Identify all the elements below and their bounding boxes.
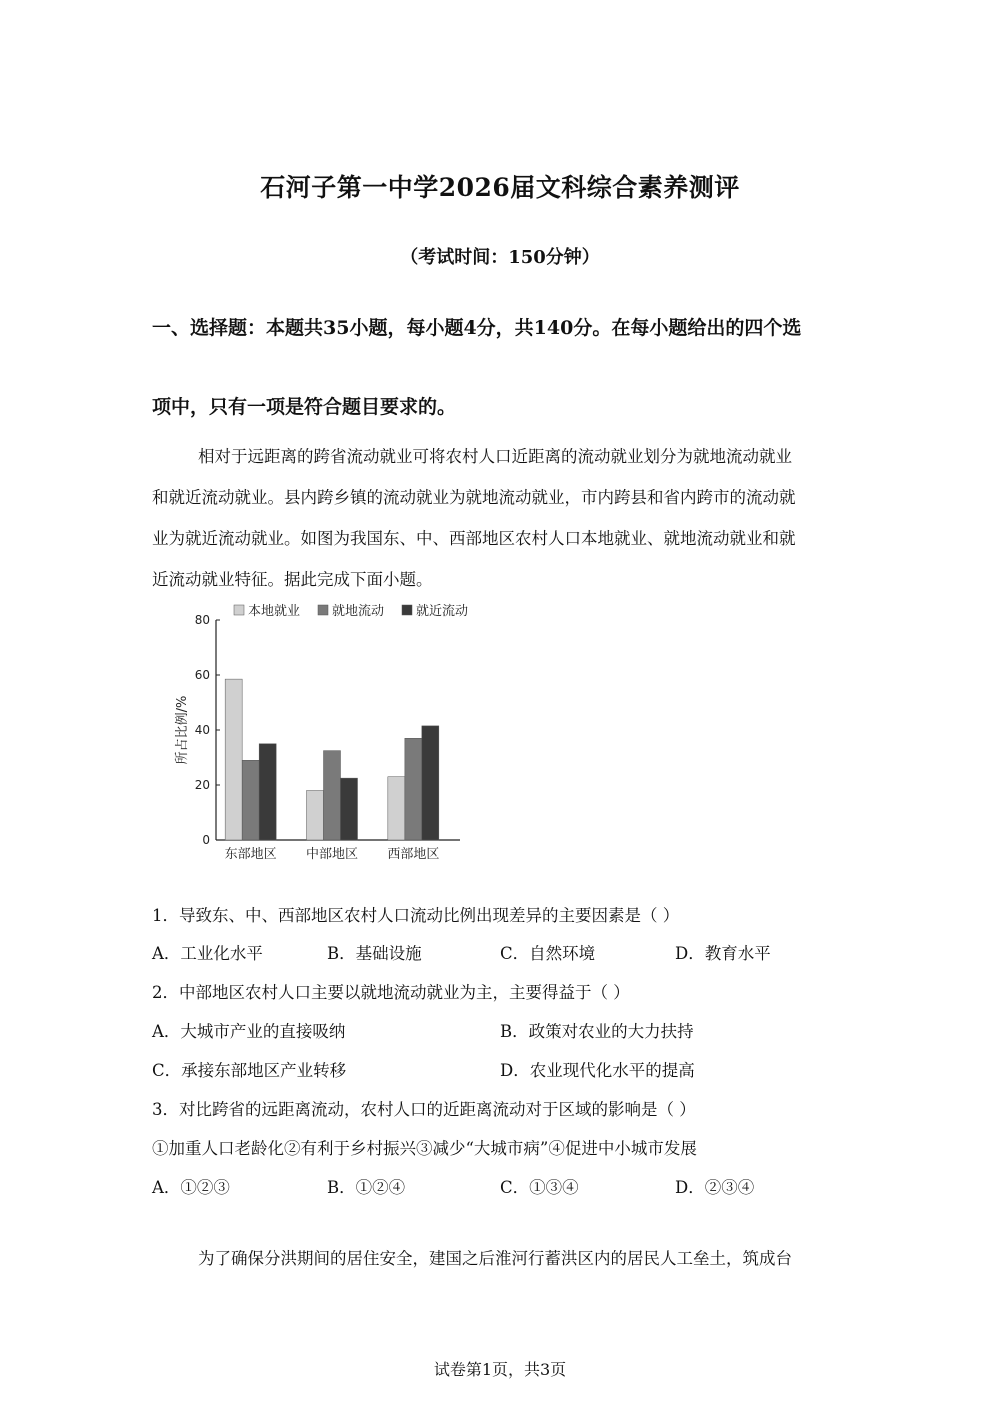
chart-legend xyxy=(234,603,468,619)
page-footer: 试卷第1页，共3页 xyxy=(433,1360,567,1379)
y-tick-label: 20 xyxy=(194,778,210,792)
y-axis-label: 所占比例/% xyxy=(175,695,190,765)
q3-option-b: B．①②④ xyxy=(327,1178,406,1197)
y-tick-label: 60 xyxy=(194,668,210,682)
legend-swatch xyxy=(402,605,412,615)
question-3-stem: 3．对比跨省的远距离流动，农村人口的近距离流动对于区域的影响是（ ） xyxy=(152,1100,696,1119)
q3-option-c: C．①③④ xyxy=(500,1178,579,1197)
legend-swatch xyxy=(318,605,328,615)
bar-就地流动 xyxy=(405,738,422,840)
bar-就地流动 xyxy=(242,760,259,840)
q2-option-a: A．大城市产业的直接吸纳 xyxy=(152,1022,346,1041)
page-title: 石河子第一中学2026届文科综合素养测评 xyxy=(260,173,740,202)
section-heading-line1: 一、选择题：本题共35小题，每小题4分，共140分。在每小题给出的四个选 xyxy=(152,317,802,339)
q1-option-a: A．工业化水平 xyxy=(152,944,263,963)
question-2-stem: 2．中部地区农村人口主要以就地流动就业为主，主要得益于（ ） xyxy=(152,983,630,1002)
x-tick-label: 东部地区 xyxy=(224,847,277,862)
y-tick-label: 0 xyxy=(202,833,210,847)
bar-就地流动 xyxy=(324,751,341,840)
passage-line: 业为就近流动就业。如图为我国东、中、西部地区农村人口本地就业、就地流动就业和就 xyxy=(152,529,796,548)
legend-swatch xyxy=(234,605,244,615)
bar-本地就业 xyxy=(388,777,405,840)
q1-option-d: D．教育水平 xyxy=(675,944,771,963)
q3-option-a: A．①②③ xyxy=(152,1178,230,1197)
employment-bar-chart xyxy=(168,598,478,870)
passage-1 xyxy=(152,436,848,600)
bar-就近流动 xyxy=(341,778,358,840)
section-heading-line2: 项中，只有一项是符合题目要求的。 xyxy=(152,396,457,418)
passage-line: 和就近流动就业。县内跨乡镇的流动就业为就地流动就业，市内跨县和省内跨市的流动就 xyxy=(152,488,796,507)
x-tick-label: 西部地区 xyxy=(387,847,440,862)
q1-option-b: B．基础设施 xyxy=(327,944,422,963)
passage-2 xyxy=(152,1238,848,1279)
passage-line: 近流动就业特征。据此完成下面小题。 xyxy=(152,570,433,589)
question-1-stem: 1．导致东、中、西部地区农村人口流动比例出现差异的主要因素是（ ） xyxy=(152,906,680,925)
question-3-statement: ①加重人口老龄化②有利于乡村振兴③减少“大城市病”④促进中小城市发展 xyxy=(152,1139,697,1158)
q1-option-c: C．自然环境 xyxy=(500,944,596,963)
bar-本地就业 xyxy=(225,679,242,840)
chart-bars xyxy=(225,679,439,840)
q2-option-d: D．农业现代化水平的提高 xyxy=(500,1061,695,1080)
q2-option-c: C．承接东部地区产业转移 xyxy=(152,1061,347,1080)
legend-label: 就地流动 xyxy=(332,604,385,619)
bar-本地就业 xyxy=(307,791,324,841)
y-tick-label: 40 xyxy=(194,723,210,737)
q3-option-d: D．②③④ xyxy=(675,1178,755,1197)
exam-duration: （考试时间：150分钟） xyxy=(400,247,600,268)
y-tick-label: 80 xyxy=(194,613,210,627)
legend-label: 就近流动 xyxy=(416,604,469,619)
q2-option-b: B．政策对农业的大力扶持 xyxy=(500,1022,694,1041)
bar-就近流动 xyxy=(422,726,439,840)
bar-就近流动 xyxy=(259,744,276,840)
passage-line: 为了确保分洪期间的居住安全，建国之后淮河行蓄洪区内的居民人工垒土，筑成台 xyxy=(198,1249,792,1268)
x-tick-label: 中部地区 xyxy=(305,847,359,862)
passage-line: 相对于远距离的跨省流动就业可将农村人口近距离的流动就业划分为就地流动就业 xyxy=(198,447,792,466)
legend-label: 本地就业 xyxy=(248,604,301,619)
